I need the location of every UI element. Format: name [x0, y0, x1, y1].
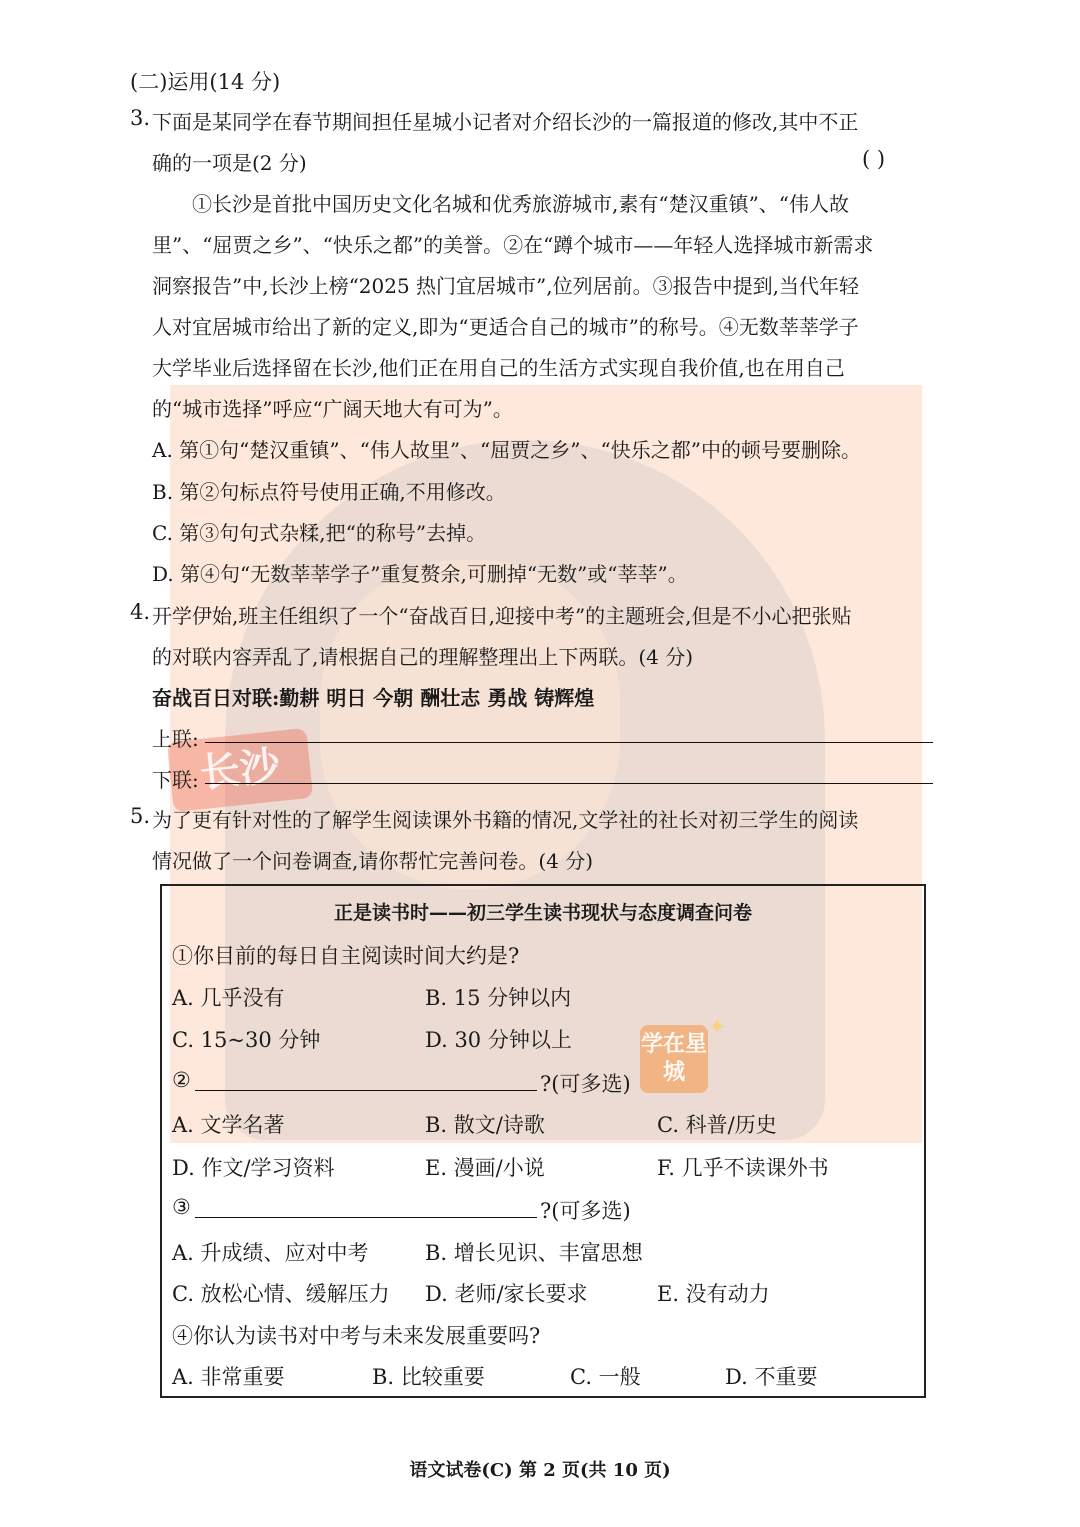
- page-footer: 语文试卷(C) 第 2 页(共 10 页): [409, 1460, 671, 1481]
- survey-q4-option: A. 非常重要: [172, 1365, 285, 1389]
- q3-option-a: A. 第①句“楚汉重镇”、“伟人故里”、“屈贾之乡”、“快乐之都”中的顿号要删除。: [152, 438, 861, 462]
- q3-passage-line: 的“城市选择”呼应“广阔天地大有可为”。: [152, 397, 513, 421]
- q4-stem-line2: 的对联内容弄乱了,请根据自己的理解整理出上下两联。(4 分): [152, 645, 694, 669]
- q5-stem-line1: 为了更有针对性的了解学生阅读课外书籍的情况,文学社的社长对初三学生的阅读: [152, 808, 859, 832]
- survey-q3-blank[interactable]: [195, 1217, 537, 1218]
- q3-stem-line1: 下面是某同学在春节期间担任星城小记者对介绍长沙的一篇报道的修改,其中不正: [152, 110, 859, 134]
- survey-q2-blank[interactable]: [195, 1090, 537, 1091]
- survey-q4-option: C. 一般: [570, 1365, 641, 1389]
- watermark-xuezaixingcheng-logo: 学在星城: [640, 1025, 708, 1093]
- q4-upper-label: 上联:: [152, 727, 199, 751]
- survey-title: 正是读书时——初三学生读书现状与态度调查问卷: [333, 902, 752, 924]
- survey-q1-option: C. 15~30 分钟: [172, 1028, 321, 1052]
- q4-lower-answer-line[interactable]: [205, 783, 933, 784]
- survey-q4-option: B. 比较重要: [372, 1365, 485, 1389]
- q3-number: 3.: [130, 106, 151, 130]
- survey-q3-option: C. 放松心情、缓解压力: [172, 1282, 390, 1306]
- survey-q3-prefix: ③: [172, 1195, 191, 1219]
- survey-q4: ④你认为读书对中考与未来发展重要吗?: [172, 1324, 541, 1348]
- q3-passage-line: 大学毕业后选择留在长沙,他们正在用自己的生活方式实现自我价值,也在用自己: [152, 356, 845, 380]
- survey-q2-option: D. 作文/学习资料: [172, 1156, 335, 1180]
- q4-couplet-prompt: 奋战百日对联:勤耕 明日 今朝 酬壮志 勇战 铸辉煌: [152, 686, 595, 710]
- section-title: (二)运用(14 分): [130, 70, 281, 94]
- q3-passage-line: 人对宜居城市给出了新的定义,即为“更适合自己的城市”的称号。④无数莘莘学子: [152, 315, 859, 339]
- q3-option-d: D. 第④句“无数莘莘学子”重复赘余,可删掉“无数”或“莘莘”。: [152, 562, 688, 586]
- survey-q3-option: E. 没有动力: [657, 1282, 770, 1306]
- survey-q2-option: E. 漫画/小说: [425, 1156, 545, 1180]
- watermark-changsha-label: 长沙: [167, 728, 314, 812]
- q3-option-b: B. 第②句标点符号使用正确,不用修改。: [152, 480, 506, 504]
- survey-q2-option: C. 科普/历史: [657, 1113, 777, 1137]
- survey-q3-option: B. 增长见识、丰富思想: [425, 1241, 643, 1265]
- survey-q1-option: D. 30 分钟以上: [425, 1028, 572, 1052]
- survey-q2-prefix: ②: [172, 1068, 191, 1092]
- survey-q2-suffix: ?(可多选): [540, 1072, 631, 1096]
- q3-option-c: C. 第③句句式杂糅,把“的称号”去掉。: [152, 521, 487, 545]
- q4-lower-label: 下联:: [152, 768, 199, 792]
- q3-passage-line: ①长沙是首批中国历史文化名城和优秀旅游城市,素有“楚汉重镇”、“伟人故: [192, 192, 850, 216]
- q3-stem-line2: 确的一项是(2 分): [152, 151, 307, 175]
- survey-q2-option: B. 散文/诗歌: [425, 1113, 545, 1137]
- q3-passage-line: 里”、“屈贾之乡”、“快乐之都”的美誉。②在“蹲个城市——年轻人选择城市新需求: [152, 233, 874, 257]
- survey-q3-option: A. 升成绩、应对中考: [172, 1241, 369, 1265]
- survey-q2-option: F. 几乎不读课外书: [657, 1156, 829, 1180]
- q5-stem-line2: 情况做了一个问卷调查,请你帮忙完善问卷。(4 分): [152, 849, 594, 873]
- survey-q3-option: D. 老师/家长要求: [425, 1282, 588, 1306]
- sparkle-icon: ✦: [708, 1015, 727, 1040]
- q4-number: 4.: [130, 600, 151, 624]
- survey-q2-option: A. 文学名著: [172, 1113, 285, 1137]
- survey-q1-option: B. 15 分钟以内: [425, 986, 572, 1010]
- survey-q4-option: D. 不重要: [725, 1365, 818, 1389]
- survey-q1-option: A. 几乎没有: [172, 986, 285, 1010]
- q4-upper-answer-line[interactable]: [205, 742, 933, 743]
- q3-passage-line: 洞察报告”中,长沙上榜“2025 热门宜居城市”,位列居前。③报告中提到,当代年轻: [152, 274, 860, 298]
- survey-q1: ①你目前的每日自主阅读时间大约是?: [172, 944, 520, 968]
- q3-answer-bracket[interactable]: ( ): [862, 147, 886, 171]
- q5-number: 5.: [130, 804, 151, 828]
- survey-q3-suffix: ?(可多选): [540, 1199, 631, 1223]
- q4-stem-line1: 开学伊始,班主任组织了一个“奋战百日,迎接中考”的主题班会,但是不小心把张贴: [152, 604, 852, 628]
